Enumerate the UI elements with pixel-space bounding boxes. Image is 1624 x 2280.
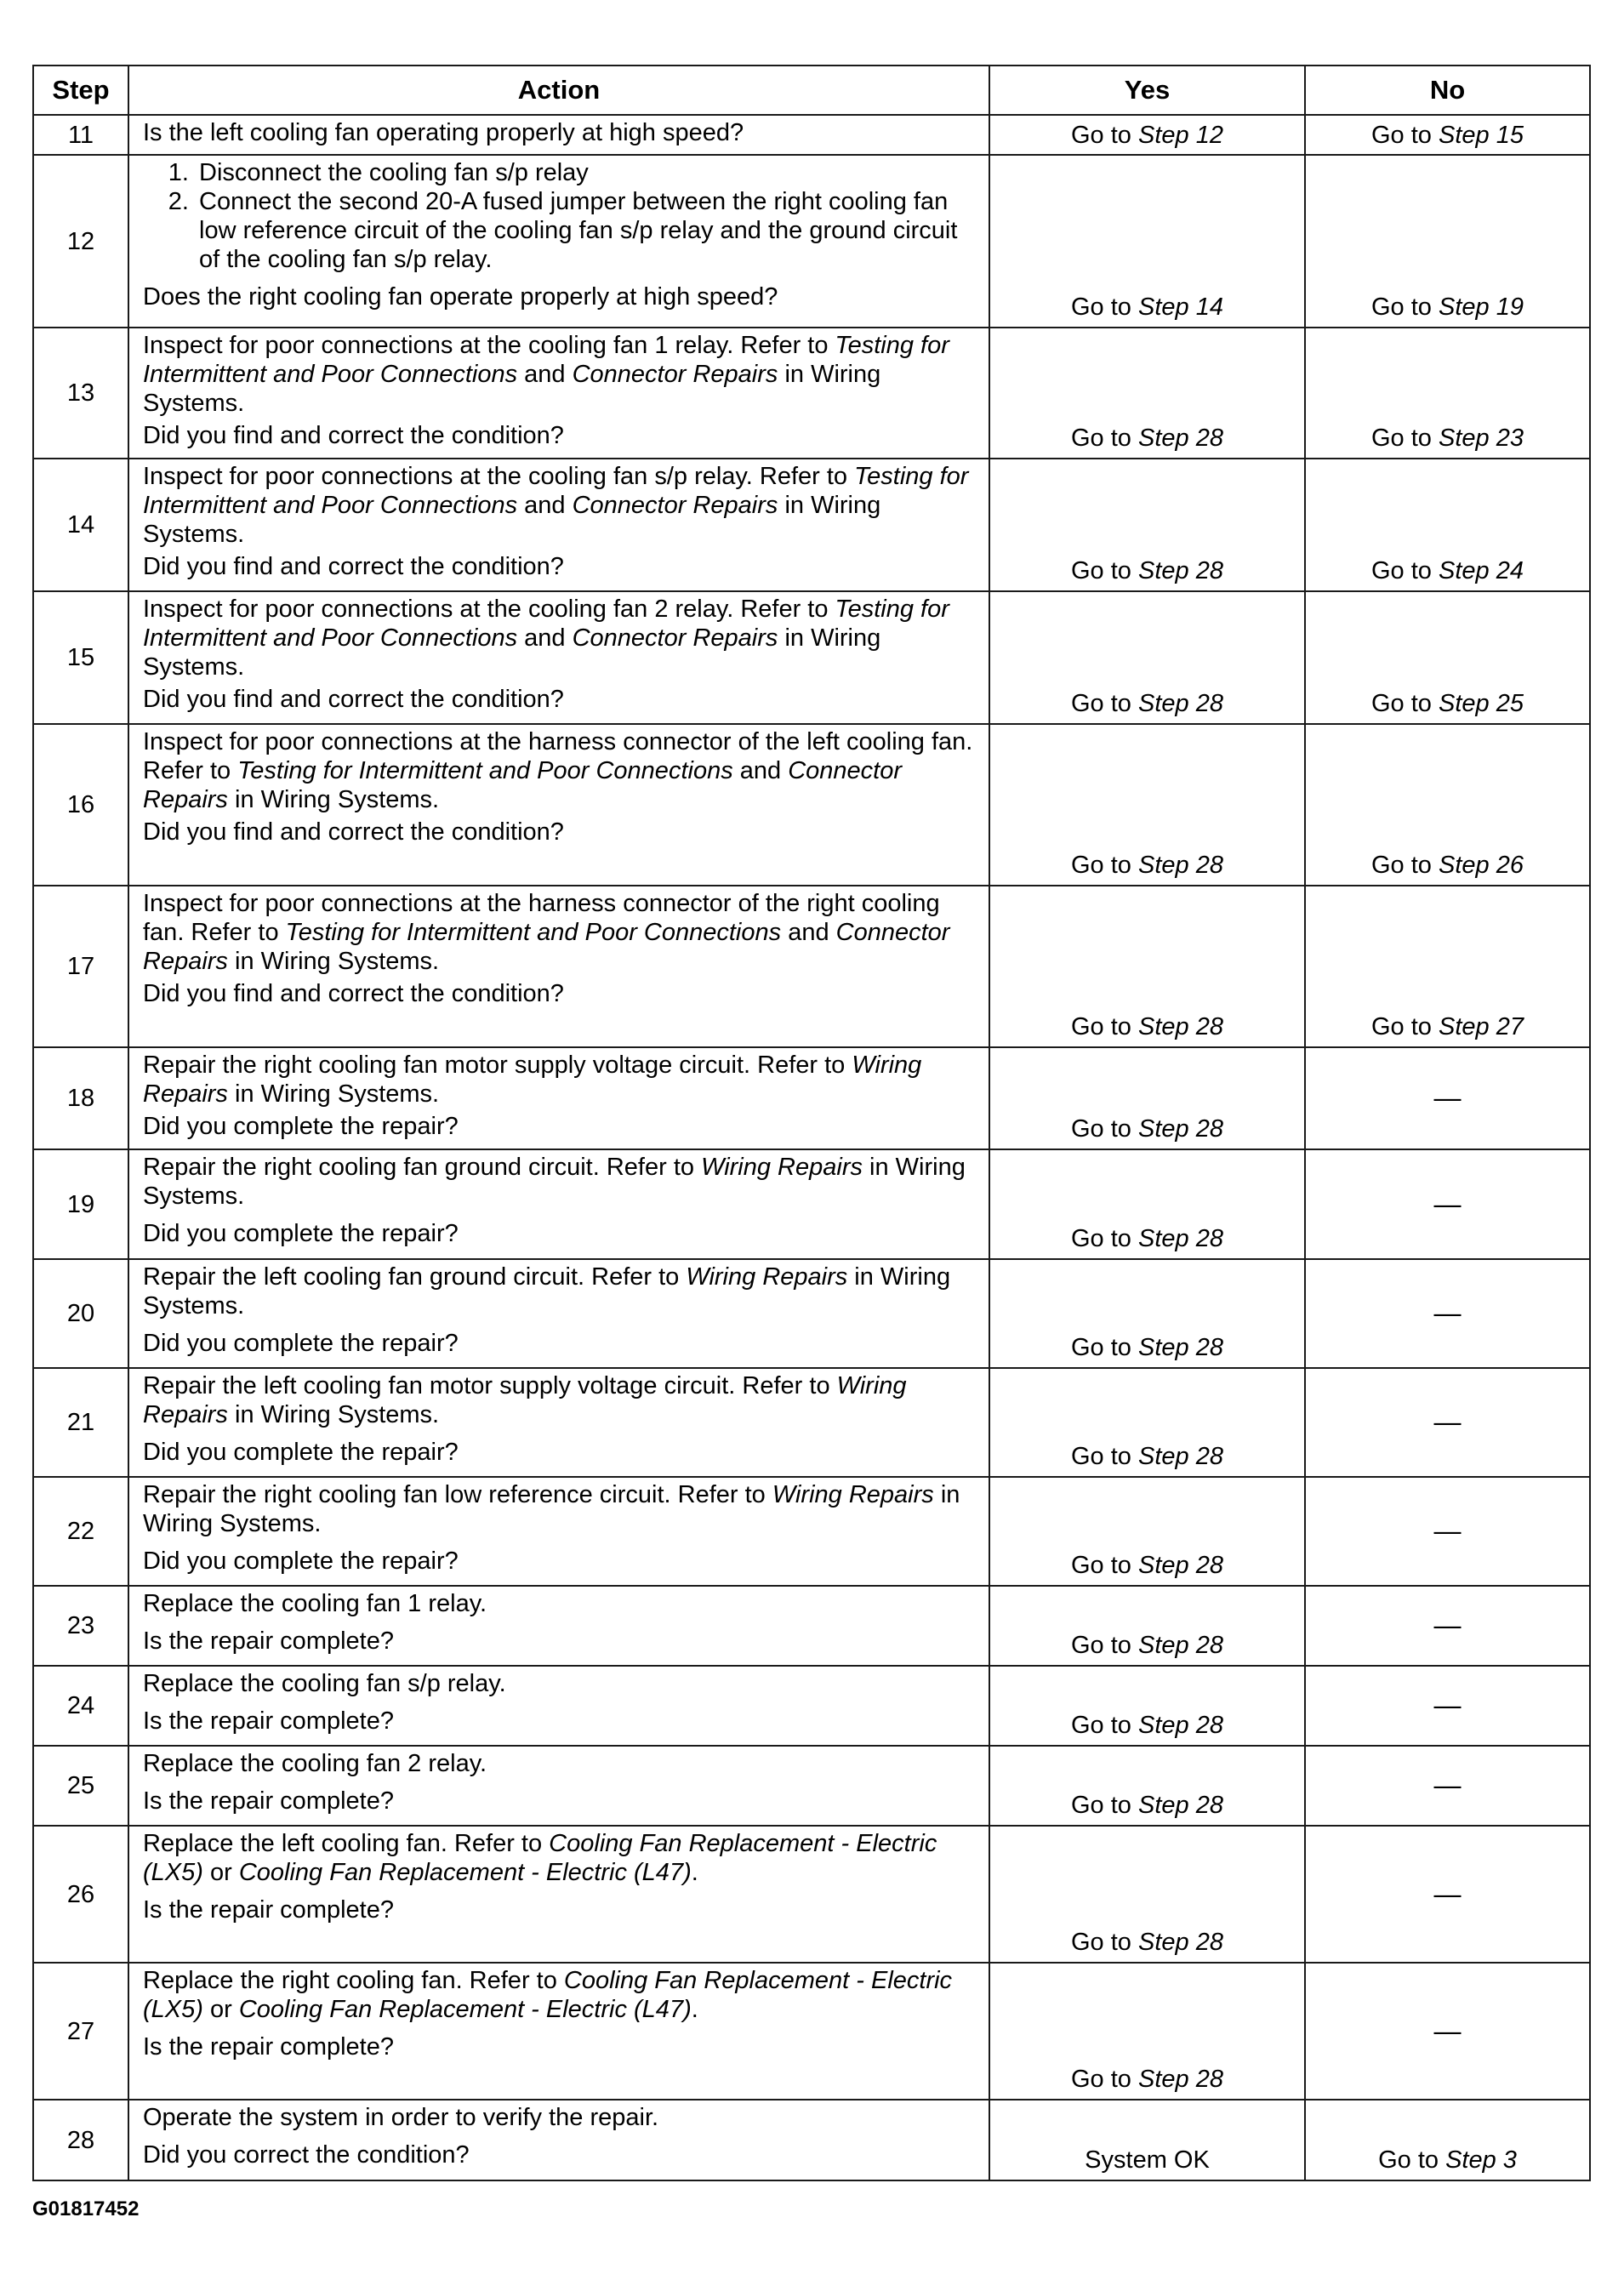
yes-cell: Go to Step 28	[989, 328, 1305, 459]
step-number: 19	[33, 1149, 128, 1259]
dash-mark: —	[1433, 1082, 1462, 1113]
yes-cell: Go to Step 28	[989, 1149, 1305, 1259]
question-text: Did you correct the condition?	[143, 2141, 470, 2169]
action-cell	[128, 591, 989, 724]
action-cell	[128, 1586, 989, 1666]
step-number: 24	[33, 1666, 128, 1746]
step-reference: Step 28	[1138, 1013, 1223, 1040]
no-cell: Go to Step 23	[1305, 328, 1590, 459]
dash-mark: —	[1433, 1690, 1462, 1720]
step-reference: Step 28	[1138, 1334, 1223, 1361]
table-row	[33, 1826, 1590, 1963]
table-row	[33, 1259, 1590, 1368]
step-reference: Step 25	[1439, 690, 1524, 717]
step-reference: Step 28	[1138, 1632, 1223, 1659]
step-number: 11	[33, 115, 128, 155]
action-text: Repair the left cooling fan ground circuit. Refer to Wiring Repairs in Wiring Systems.	[143, 1263, 951, 1320]
no-cell: Go to Step 3	[1305, 2100, 1590, 2180]
yes-cell: Go to Step 28	[989, 1259, 1305, 1368]
action-text: Inspect for poor connections at the harness connector of the left cooling fan. Refer to Testing for Intermittent and Poor Connections and Connector Repairs in Wiring Systems.	[143, 728, 973, 813]
step-number: 23	[33, 1586, 128, 1666]
dash-mark: —	[1433, 1878, 1462, 1909]
question-text: Is the repair complete?	[143, 1787, 394, 1815]
no-cell	[1305, 1746, 1590, 1826]
table-row	[33, 1963, 1590, 2100]
step-reference: Step 28	[1138, 1712, 1223, 1739]
list-item: 2. Connect the second 20-A fused jumper between the right cooling fan low reference circuit of the cooling fan s/p relay and the ground circuit of the cooling fan s/p relay.	[196, 187, 983, 274]
step-reference: Step 28	[1138, 1929, 1223, 1956]
action-text: Repair the left cooling fan motor supply voltage circuit. Refer to Wiring Repairs in Wiring Systems.	[143, 1372, 907, 1428]
action-text: Inspect for poor connections at the harness connector of the right cooling fan. Refer to Testing for Intermittent and Poor Connections and Connector Repairs in Wiring Systems.	[143, 890, 950, 975]
no-cell: Go to Step 25	[1305, 591, 1590, 724]
table-row	[33, 1149, 1590, 1259]
action-text: Replace the left cooling fan. Refer to Cooling Fan Replacement - Electric (LX5) or Cooling Fan Replacement - Electric (L47).	[143, 1830, 937, 1886]
step-number: 21	[33, 1368, 128, 1477]
header-step: Step	[33, 66, 128, 115]
action-text: Inspect for poor connections at the cooling fan 1 relay. Refer to Testing for Intermittent and Poor Connections and Connector Repairs in Wiring Systems.	[143, 332, 949, 417]
action-cell	[128, 1826, 989, 1963]
question-text: Does the right cooling fan operate properly at high speed?	[143, 283, 778, 311]
action-cell	[128, 1963, 989, 2100]
action-cell	[128, 1746, 989, 1826]
action-cell	[128, 115, 989, 155]
question-text: Did you complete the repair?	[143, 1548, 459, 1575]
step-number: 13	[33, 328, 128, 459]
question-text: Is the repair complete?	[143, 1707, 394, 1735]
question-text: Is the repair complete?	[143, 1896, 394, 1924]
action-cell	[128, 1259, 989, 1368]
step-number: 17	[33, 886, 128, 1047]
table-row	[33, 591, 1590, 724]
action-text: Replace the cooling fan s/p relay.	[143, 1670, 506, 1697]
substep-list	[143, 158, 983, 274]
diagnostic-steps-table	[32, 65, 1591, 2181]
step-reference: Step 28	[1138, 1552, 1223, 1579]
figure-id-label: G01817452	[32, 2197, 140, 2220]
action-cell	[128, 2100, 989, 2180]
step-reference: Step 28	[1138, 1443, 1223, 1470]
step-number: 20	[33, 1259, 128, 1368]
table-row	[33, 724, 1590, 886]
action-cell	[128, 1047, 989, 1149]
header-no: No	[1305, 66, 1590, 115]
step-number: 14	[33, 459, 128, 591]
action-cell	[128, 459, 989, 591]
step-reference: Step 15	[1439, 121, 1524, 149]
action-cell	[128, 155, 989, 328]
action-text: Is the left cooling fan operating properly at high speed?	[143, 119, 744, 146]
step-number: 15	[33, 591, 128, 724]
step-reference: Step 28	[1138, 2066, 1223, 2093]
no-cell	[1305, 1963, 1590, 2100]
yes-cell: Go to Step 28	[989, 1477, 1305, 1586]
question-text: Did you find and correct the condition?	[143, 980, 564, 1007]
no-cell	[1305, 1259, 1590, 1368]
yes-cell: Go to Step 28	[989, 591, 1305, 724]
action-cell	[128, 886, 989, 1047]
action-text: Repair the right cooling fan low reference circuit. Refer to Wiring Repairs in Wiring Systems.	[143, 1481, 960, 1537]
step-reference: Step 27	[1439, 1013, 1524, 1040]
question-text: Did you find and correct the condition?	[143, 553, 564, 580]
yes-cell: Go to Step 14	[989, 155, 1305, 328]
yes-cell: Go to Step 12	[989, 115, 1305, 155]
yes-cell: Go to Step 28	[989, 1666, 1305, 1746]
dash-mark: —	[1433, 1406, 1462, 1437]
table-row	[33, 886, 1590, 1047]
step-number: 28	[33, 2100, 128, 2180]
yes-cell: System OK	[989, 2100, 1305, 2180]
dash-mark: —	[1433, 1188, 1462, 1219]
no-cell	[1305, 1666, 1590, 1746]
action-text: Replace the cooling fan 2 relay.	[143, 1750, 487, 1777]
question-text: Did you find and correct the condition?	[143, 818, 564, 846]
step-reference: Step 24	[1439, 557, 1524, 584]
dash-mark: —	[1433, 1610, 1462, 1640]
no-cell	[1305, 1047, 1590, 1149]
no-cell	[1305, 1826, 1590, 1963]
table-row	[33, 328, 1590, 459]
action-text: Replace the cooling fan 1 relay.	[143, 1590, 487, 1617]
no-cell: Go to Step 27	[1305, 886, 1590, 1047]
header-yes: Yes	[989, 66, 1305, 115]
action-text: Replace the right cooling fan. Refer to Cooling Fan Replacement - Electric (LX5) or Cooling Fan Replacement - Electric (L47).	[143, 1967, 953, 2023]
question-text: Did you complete the repair?	[143, 1439, 459, 1466]
action-cell	[128, 1368, 989, 1477]
table-header-row	[33, 66, 1590, 115]
table-row	[33, 1368, 1590, 1477]
action-text: Repair the right cooling fan ground circuit. Refer to Wiring Repairs in Wiring Systems.	[143, 1154, 966, 1210]
table-row	[33, 1746, 1590, 1826]
no-cell	[1305, 1586, 1590, 1666]
step-reference: Step 28	[1138, 557, 1223, 584]
header-action: Action	[128, 66, 989, 115]
diagnostic-table-sheet	[32, 65, 1589, 2181]
dash-mark: —	[1433, 1297, 1462, 1328]
step-reference: Step 14	[1138, 294, 1223, 321]
step-number: 16	[33, 724, 128, 886]
no-cell	[1305, 1368, 1590, 1477]
no-cell	[1305, 1477, 1590, 1586]
table-row	[33, 1047, 1590, 1149]
yes-cell: Go to Step 28	[989, 1047, 1305, 1149]
table-row	[33, 1666, 1590, 1746]
no-cell	[1305, 1149, 1590, 1259]
step-reference: Step 3	[1445, 2146, 1517, 2174]
step-number: 27	[33, 1963, 128, 2100]
step-reference: Step 26	[1439, 852, 1524, 879]
action-text: Inspect for poor connections at the cooling fan s/p relay. Refer to Testing for Intermittent and Poor Connections and Connector Repairs in Wiring Systems.	[143, 463, 969, 548]
yes-cell: Go to Step 28	[989, 1368, 1305, 1477]
step-reference: Step 19	[1439, 294, 1524, 321]
step-reference: Step 28	[1138, 1792, 1223, 1819]
yes-cell: Go to Step 28	[989, 886, 1305, 1047]
action-cell	[128, 1666, 989, 1746]
no-cell: Go to Step 26	[1305, 724, 1590, 886]
question-text: Did you complete the repair?	[143, 1113, 459, 1140]
step-reference: Step 12	[1138, 121, 1223, 149]
step-reference: Step 28	[1138, 852, 1223, 879]
action-text: Inspect for poor connections at the cooling fan 2 relay. Refer to Testing for Intermittent and Poor Connections and Connector Repairs in Wiring Systems.	[143, 596, 949, 681]
no-cell: Go to Step 19	[1305, 155, 1590, 328]
yes-cell: Go to Step 28	[989, 1963, 1305, 2100]
step-reference: Step 28	[1138, 690, 1223, 717]
dash-mark: —	[1433, 1515, 1462, 1546]
table-row	[33, 1586, 1590, 1666]
dash-mark: —	[1433, 1770, 1462, 1800]
dash-mark: —	[1433, 2015, 1462, 2046]
step-number: 25	[33, 1746, 128, 1826]
no-cell: Go to Step 24	[1305, 459, 1590, 591]
table-row	[33, 459, 1590, 591]
step-number: 12	[33, 155, 128, 328]
yes-cell: Go to Step 28	[989, 724, 1305, 886]
question-text: Is the repair complete?	[143, 1627, 394, 1655]
step-reference: Step 28	[1138, 425, 1223, 452]
action-cell	[128, 328, 989, 459]
list-item: 1. Disconnect the cooling fan s/p relay	[196, 158, 983, 187]
step-number: 22	[33, 1477, 128, 1586]
yes-cell: Go to Step 28	[989, 1586, 1305, 1666]
action-text: Operate the system in order to verify the repair.	[143, 2104, 659, 2131]
table-row	[33, 2100, 1590, 2180]
table-row	[33, 1477, 1590, 1586]
question-text: Did you find and correct the condition?	[143, 422, 564, 449]
yes-cell: Go to Step 28	[989, 1746, 1305, 1826]
yes-cell: Go to Step 28	[989, 459, 1305, 591]
action-text: Repair the right cooling fan motor supply voltage circuit. Refer to Wiring Repairs in Wiring Systems.	[143, 1052, 922, 1108]
question-text: Is the repair complete?	[143, 2033, 394, 2061]
step-reference: Step 28	[1138, 1115, 1223, 1143]
step-number: 18	[33, 1047, 128, 1149]
action-cell	[128, 724, 989, 886]
action-cell	[128, 1149, 989, 1259]
question-text: Did you complete the repair?	[143, 1220, 459, 1247]
step-number: 26	[33, 1826, 128, 1963]
table-row	[33, 155, 1590, 328]
question-text: Did you find and correct the condition?	[143, 686, 564, 713]
table-row	[33, 115, 1590, 155]
step-reference: Step 23	[1439, 425, 1524, 452]
question-text: Did you complete the repair?	[143, 1330, 459, 1357]
no-cell: Go to Step 15	[1305, 115, 1590, 155]
action-cell	[128, 1477, 989, 1586]
yes-cell: Go to Step 28	[989, 1826, 1305, 1963]
step-reference: Step 28	[1138, 1225, 1223, 1252]
